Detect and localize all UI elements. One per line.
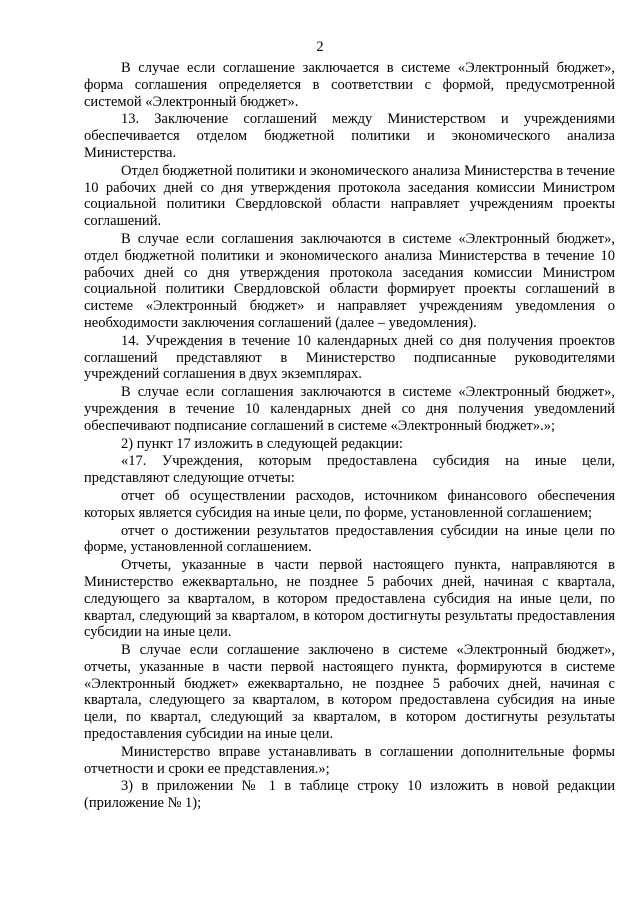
paragraph: Отчеты, указанные в части первой настоящего пункта, направляются в Министерство ежеквартально, не позднее 5 рабочих дней, начиная с квартала, следующего за кварталом, в котором предоставлена субсидия на иные цели, по квартал, следующий за кварталом, в котором достигнуты результаты предоставления субсидии на иные цели. (84, 557, 615, 641)
paragraph: 3) в приложении № 1 в таблице строку 10 изложить в новой редакции (приложение № 1); (84, 778, 615, 812)
paragraph: Министерство вправе устанавливать в соглашении дополнительные формы отчетности и сроки ее представления.»; (84, 743, 615, 777)
document-body (84, 60, 615, 812)
paragraph: В случае если соглашения заключаются в системе «Электронный бюджет», отдел бюджетной политики и экономического анализа Министерства в течение 10 рабочих дней со дня утверждения протокола заседания комиссии Министром социальной политики Свердловской области формирует проекты соглашений в системе «Электронный бюджет» и направляет учреждениям уведомления о необходимости заключения соглашений (далее – уведомления). (84, 230, 615, 331)
paragraph: В случае если соглашение заключается в системе «Электронный бюджет», форма соглашения определяется в соответствии с формой, предусмотренной системой «Электронный бюджет». (84, 60, 615, 110)
paragraph: отчет о достижении результатов предоставления субсидии на иные цели по форме, установленной соглашением. (84, 522, 615, 556)
paragraph: В случае если соглашение заключено в системе «Электронный бюджет», отчеты, указанные в части первой настоящего пункта, формируются в системе «Электронный бюджет» ежеквартально, не позднее 5 рабочих дней, начиная с квартала, следующего за кварталом, в котором предоставлена субсидия на иные цели, по квартал, следующий за кварталом, в котором достигнуты результаты предоставления субсидии на иные цели. (84, 642, 615, 743)
paragraph: «17. Учреждения, которым предоставлена субсидия на иные цели, представляют следующие отчеты: (84, 453, 615, 487)
page-number: 2 (316, 39, 324, 55)
paragraph: 13. Заключение соглашений между Министерством и учреждениями обеспечивается отделом бюджетной политики и экономического анализа Министерства. (84, 111, 615, 161)
paragraph: В случае если соглашения заключаются в системе «Электронный бюджет», учреждения в течение 10 календарных дней со дня получения уведомлений обеспечивают подписание соглашений в системе «Электронный бюджет».»; (84, 384, 615, 434)
paragraph: 2) пункт 17 изложить в следующей редакции: (121, 435, 403, 452)
paragraph: Отдел бюджетной политики и экономического анализа Министерства в течение 10 рабочих дней со дня утверждения протокола заседания комиссии Министром социальной политики Свердловской области направляет учреждениям проекты соглашений. (84, 162, 615, 230)
paragraph: 14. Учреждения в течение 10 календарных дней со дня получения проектов соглашений представляют в Министерство подписанные руководителями учреждений соглашения в двух экземплярах. (84, 332, 615, 383)
paragraph: отчет об осуществлении расходов, источником финансового обеспечения которых является субсидия на иные цели, по форме, установленной соглашением; (84, 487, 615, 521)
